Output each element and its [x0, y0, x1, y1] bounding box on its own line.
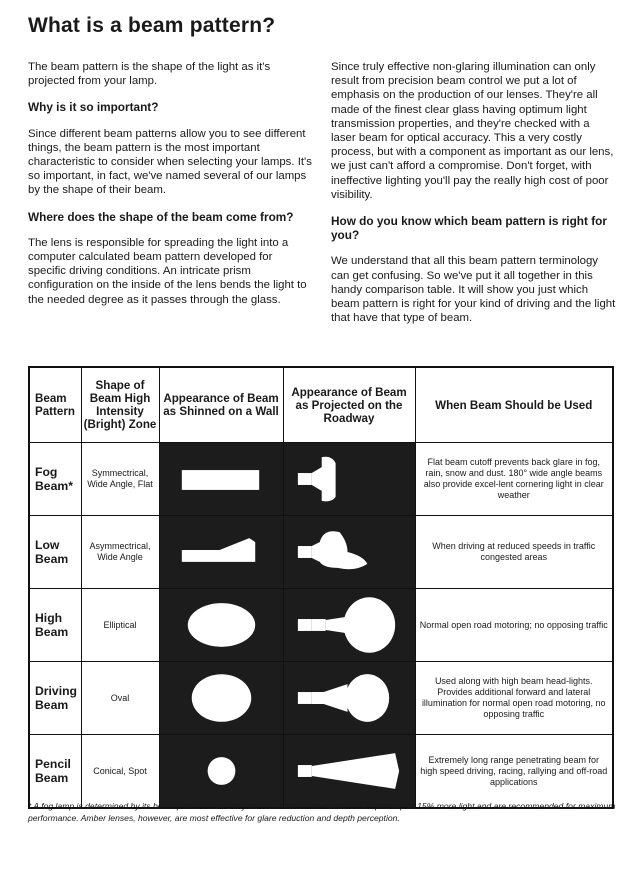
usage-description: Flat beam cutoff prevents back glare in fog, rain, snow and dust. 180° wide angle beams also provide excel-lent cornering light in clear weather [415, 443, 613, 516]
comparison-paragraph: We understand that all this beam pattern terminology can get confusing. So we've put it all together in this handy comparison table. It will show you just which beam pattern is right for your kind of driving and the light that have that type of beam. [331, 255, 616, 325]
beam-origin-paragraph: The lens is responsible for spreading the light into a computer calculated beam pattern developed for specific driving conditions. An intricate prism configuration on the inside of the lens bends the light to the needed degree as it passes through the glass. [28, 236, 307, 306]
header-wall: Appearance of Beam as Shinned on a Wall [159, 367, 283, 443]
asymmetric-beam-icon [160, 516, 283, 588]
wall-beam-cell [159, 516, 283, 589]
table-row [29, 589, 613, 662]
road-beam-cell [283, 516, 415, 589]
high-road-beam-icon [284, 589, 415, 661]
usage-description: Normal open road motoring; no opposing traffic [415, 589, 613, 662]
header-road: Appearance of Beam as Projected on the Roadway [283, 367, 415, 443]
wall-beam-cell [159, 662, 283, 735]
why-important-paragraph: Since different beam patterns allow you to see different things, the beam pattern is the most important characteristic to consider when selecting your lamps. It's so important, in fact, we've named several of our lamps by the shape of their beam. [28, 127, 312, 197]
table-row [29, 735, 613, 809]
road-beam-cell [283, 443, 415, 516]
table-header-row [29, 367, 613, 443]
pattern-name: Fog Beam* [29, 443, 81, 516]
wall-beam-cell [159, 735, 283, 809]
wall-beam-cell [159, 589, 283, 662]
driving-road-beam-icon [284, 662, 415, 734]
oval-beam-icon [160, 662, 283, 734]
low-road-beam-icon [284, 516, 415, 588]
header-when-used: When Beam Should be Used [415, 367, 613, 443]
header-beam-pattern: Beam Pattern [29, 367, 81, 443]
road-beam-cell [283, 662, 415, 735]
elliptical-beam-icon [160, 589, 283, 661]
flat-wide-beam-icon [160, 443, 283, 515]
road-beam-cell [283, 589, 415, 662]
left-column [28, 60, 312, 319]
header-shape: Shape of Beam High Intensity (Bright) Zone [81, 367, 159, 443]
footnote: * A fog lamp is determined by its beam pattern and not by the color of its lens. Clear lenses pass up to 15% more light and are recommended for maximum performance. Amber lenses, however, are most effective for glare reduction and depth perception. [28, 801, 616, 823]
lens-quality-paragraph: Since truly effective non-glaring illumination can only result from precision beam control we put a lot of emphasis on the production of our lenses. They're all made of the finest clear glass having optimum light transmission properties, and they're checked with a laser beam for optical accuracy. This a very costly process, but with a component as important as our lens, we just can't afford a compromise. Don't forget, with ineffective lighting you'll pay the really high cost of poor visibility. [331, 61, 614, 201]
pattern-name: High Beam [29, 589, 81, 662]
usage-description: Used along with high beam head-lights. Provides additional forward and lateral illumination for normal open road motoring, no opposing traffic [415, 662, 613, 735]
spot-beam-icon [160, 735, 283, 807]
beam-comparison-table [28, 366, 614, 809]
beam-origin-heading: Where does the shape of the beam come from? [28, 209, 294, 224]
pencil-road-beam-icon [284, 735, 415, 807]
usage-description: When driving at reduced speeds in traffic congested areas [415, 516, 613, 589]
why-important-heading: Why is it so important? [28, 100, 159, 115]
shape-description: Symmectrical, Wide Angle, Flat [81, 443, 159, 516]
shape-description: Oval [81, 662, 159, 735]
pattern-name: Pencil Beam [29, 735, 81, 809]
table-row [29, 516, 613, 589]
intro-paragraph: The beam pattern is the shape of the light as it's projected from your lamp. [28, 61, 271, 88]
shape-description: Conical, Spot [81, 735, 159, 809]
fog-road-beam-icon [284, 443, 415, 515]
which-pattern-heading: How do you know which beam pattern is right for you? [331, 214, 607, 243]
shape-description: Elliptical [81, 589, 159, 662]
pattern-name: Driving Beam [29, 662, 81, 735]
right-column [331, 60, 617, 337]
page-title: What is a beam pattern? [28, 14, 276, 37]
road-beam-cell [283, 735, 415, 809]
wall-beam-cell [159, 443, 283, 516]
shape-description: Asymmectrical, Wide Angle [81, 516, 159, 589]
usage-description: Extremely long range penetrating beam for high speed driving, racing, rallying and off-road applications [415, 735, 613, 809]
table-row [29, 662, 613, 735]
pattern-name: Low Beam [29, 516, 81, 589]
table-row [29, 443, 613, 516]
